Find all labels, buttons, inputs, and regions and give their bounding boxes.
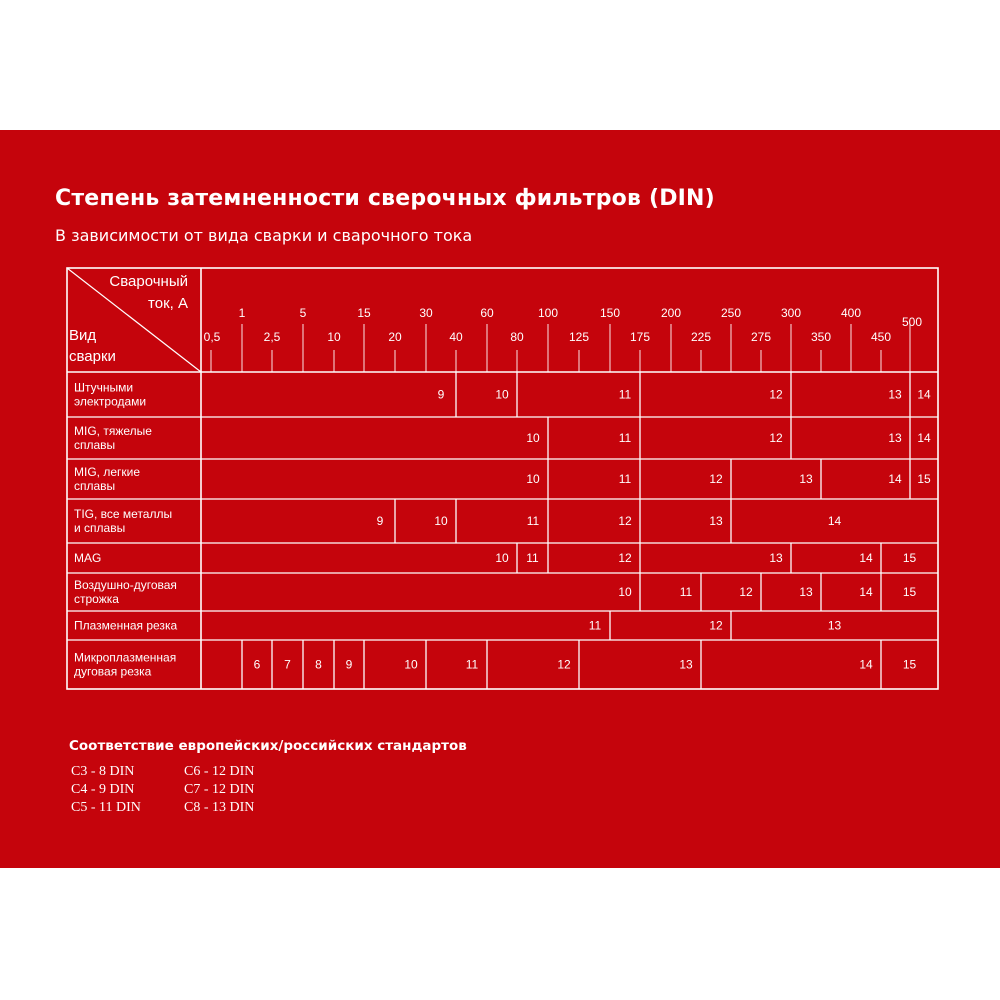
row-label: сплавы <box>74 438 116 452</box>
standards-left-column <box>71 763 141 817</box>
current-tick-label: 150 <box>599 306 621 320</box>
current-tick-label: 2,5 <box>263 330 281 344</box>
current-tick-label: 30 <box>419 306 433 320</box>
page-subtitle: В зависимости от вида сварки и сварочного тока <box>55 226 473 245</box>
current-tick-label: 200 <box>660 306 682 320</box>
row-label: Плазменная резка <box>74 618 178 633</box>
din-value: 11 <box>618 431 632 445</box>
current-tick-label: 60 <box>480 306 494 320</box>
din-value: 10 <box>404 657 418 672</box>
din-value: 14 <box>859 657 873 672</box>
standard-item: С5 - 11 DIN <box>71 800 141 815</box>
row-label: MIG, легкие <box>74 465 141 479</box>
din-value: 13 <box>888 387 902 402</box>
row-label: Воздушно-дуговая <box>74 578 177 592</box>
din-value: 12 <box>709 472 723 486</box>
din-value: 13 <box>799 585 813 599</box>
din-value: 11 <box>679 585 693 599</box>
din-value: 9 <box>437 387 445 402</box>
din-value: 11 <box>465 657 479 672</box>
din-value: 11 <box>618 472 632 486</box>
row-label: Штучными <box>74 380 134 395</box>
row-label: электродами <box>74 394 147 409</box>
current-tick-label: 10 <box>327 330 341 344</box>
din-value: 12 <box>769 387 783 402</box>
din-value: 12 <box>618 514 632 528</box>
corner-type-label: сварки <box>69 348 116 365</box>
standard-item: С4 - 9 DIN <box>71 782 135 797</box>
din-value: 12 <box>739 585 753 599</box>
din-value: 11 <box>526 551 539 565</box>
current-tick-label: 500 <box>901 315 923 329</box>
current-tick-label: 1 <box>238 306 246 320</box>
corner-current-label: Сварочный <box>109 273 188 290</box>
din-value: 13 <box>827 618 842 633</box>
current-tick-label: 450 <box>870 330 892 344</box>
standard-item: С8 - 13 DIN <box>184 800 255 815</box>
standard-item: С3 - 8 DIN <box>71 764 135 779</box>
standards-right-column <box>184 763 254 817</box>
din-value: 12 <box>709 618 723 633</box>
row-label: Микроплазменная <box>74 650 177 665</box>
din-value: 11 <box>526 514 540 528</box>
din-value: 15 <box>902 585 917 599</box>
current-tick-label: 100 <box>537 306 559 320</box>
din-value: 15 <box>917 472 931 486</box>
current-tick-label: 300 <box>780 306 802 320</box>
current-tick-label: 5 <box>299 306 307 320</box>
din-value: 10 <box>526 472 540 486</box>
din-value: 14 <box>917 387 931 402</box>
row-label: дуговая резка <box>74 664 152 679</box>
standard-item: С7 - 12 DIN <box>184 782 255 797</box>
din-value: 13 <box>799 472 813 486</box>
current-tick-label: 350 <box>810 330 832 344</box>
page-title: Степень затемненности сверочных фильтров (DIN) <box>55 186 715 211</box>
din-value: 7 <box>284 657 291 672</box>
current-tick-label: 225 <box>690 330 712 344</box>
din-value: 10 <box>495 551 509 565</box>
din-value: 11 <box>588 618 602 633</box>
din-value: 14 <box>859 585 873 599</box>
din-value: 9 <box>376 514 384 528</box>
row-label: сплавы <box>74 479 116 493</box>
din-value: 15 <box>902 551 917 565</box>
din-value: 15 <box>902 657 917 672</box>
row-label: строжка <box>74 592 119 606</box>
row-label: TIG, все металлы <box>74 507 173 521</box>
current-tick-label: 250 <box>720 306 742 320</box>
current-tick-label: 0,5 <box>203 330 221 344</box>
corner-current-label: ток, А <box>148 295 188 312</box>
din-value: 12 <box>618 551 632 565</box>
standard-item: С6 - 12 DIN <box>184 764 255 779</box>
current-tick-label: 125 <box>568 330 590 344</box>
current-tick-label: 15 <box>357 306 371 320</box>
row-label: MAG <box>74 551 102 565</box>
corner-type-label: Вид <box>69 327 97 344</box>
din-value: 12 <box>557 657 571 672</box>
din-value: 10 <box>495 387 509 402</box>
din-value: 12 <box>769 431 783 445</box>
din-value: 13 <box>679 657 693 672</box>
din-value: 11 <box>618 387 632 402</box>
din-value: 13 <box>769 551 783 565</box>
din-value: 10 <box>526 431 540 445</box>
din-value: 13 <box>888 431 902 445</box>
din-value: 14 <box>827 514 842 528</box>
din-value: 14 <box>859 551 873 565</box>
current-tick-label: 275 <box>750 330 772 344</box>
row-label: и сплавы <box>74 521 126 535</box>
din-value: 8 <box>315 657 322 672</box>
din-value: 14 <box>888 472 902 486</box>
current-tick-label: 80 <box>510 330 524 344</box>
current-tick-label: 175 <box>629 330 651 344</box>
din-value: 10 <box>434 514 448 528</box>
current-tick-label: 40 <box>449 330 463 344</box>
din-value: 9 <box>345 657 353 672</box>
din-value: 14 <box>917 431 931 445</box>
din-value: 10 <box>618 585 632 599</box>
din-value: 6 <box>253 657 261 672</box>
standards-title: Соответствие европейских/российских стандартов <box>69 738 467 754</box>
current-tick-label: 400 <box>840 306 862 320</box>
current-tick-label: 20 <box>388 330 402 344</box>
din-value: 13 <box>709 514 723 528</box>
row-label: MIG, тяжелые <box>74 424 152 438</box>
